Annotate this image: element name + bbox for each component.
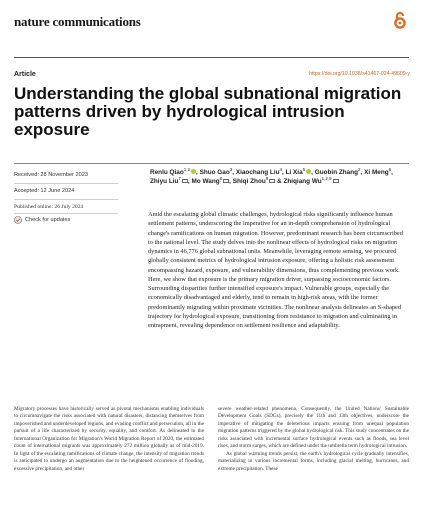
email-icon[interactable] xyxy=(223,179,229,183)
author-affiliation-sup: 3 xyxy=(229,166,233,172)
header-divider xyxy=(14,57,409,58)
body-text-right-column xyxy=(218,406,409,473)
email-icon[interactable] xyxy=(269,179,275,183)
open-access-lock-icon xyxy=(392,11,408,29)
journal-name: nature communications xyxy=(14,14,141,29)
received-date: Received: 28 November 2023 xyxy=(14,172,89,178)
author-affiliation-sup: 5 xyxy=(302,166,306,172)
author-name-text: Mo Wang xyxy=(191,178,220,186)
body-paragraph: severe weather-related phenomena. Consequently, the United Nations' Sustainable Development Goals (SDGs), precisely the 11th and 13th objectives, underscore the imperative of mitigating the deleterious impacts ensuing from unequal population migration patterns triggered by the global hydrological risk. This study concentrates on the risks associated with incremental surface hydrological events such as floods, sea level rises, and storm surges, which are defined under the umbrella term hydrological intrusion. xyxy=(218,406,409,450)
body-paragraph: As global warming trends persist, the earth's hydrological cycle gradually intensifies, materializing in various incremental forms, including glacial melting, hurricanes, and extreme precipitation. These xyxy=(218,450,409,472)
doi-link[interactable]: https://doi.org/10.1038/s41467-024-49609-y xyxy=(309,71,410,77)
author-name xyxy=(199,166,233,176)
author-name-text: Xiaochang Liu xyxy=(235,169,280,176)
meta-divider xyxy=(14,183,118,184)
meta-divider xyxy=(14,213,118,214)
author-affiliation-sup: 1,2,9 xyxy=(321,176,332,182)
check-for-updates-button[interactable] xyxy=(14,216,70,224)
author-affiliation-sup: 2 xyxy=(358,166,361,172)
author-affiliation-sup: 9 xyxy=(265,176,269,182)
accepted-date: Accepted: 12 June 2024 xyxy=(14,188,75,194)
author-name xyxy=(150,178,188,185)
author-affiliation-sup: 8 xyxy=(219,176,223,182)
author-name-text: Li Xia xyxy=(285,169,303,176)
author-affiliation-sup: 6 xyxy=(388,166,392,172)
author-name-text: Zhiqiang Wu xyxy=(283,178,322,186)
title-divider xyxy=(14,163,409,164)
author-name-text: Guobin Zhang xyxy=(314,169,359,176)
author-name xyxy=(364,166,392,176)
author-name xyxy=(191,178,229,185)
author-name-text: Shuo Gao xyxy=(199,169,230,176)
author-name xyxy=(285,166,312,176)
author-name xyxy=(235,166,283,176)
author-name-text: Zhiyu Liu xyxy=(150,178,179,186)
author-name-text: Shiqi Zhou xyxy=(232,178,266,186)
orcid-icon[interactable] xyxy=(191,169,196,174)
author-name xyxy=(314,166,361,176)
published-date: Published online: 26 July 2024 xyxy=(14,204,84,210)
meta-divider xyxy=(14,199,118,200)
author-name xyxy=(283,178,338,185)
check-for-updates-icon xyxy=(14,216,22,224)
author-name xyxy=(150,166,196,176)
abstract-text: Amid the escalating global climatic challenges, hydrological risks significantly influence human settlement patterns, underscoring the imperative for an in-depth comprehension of hydrological change's ramifications on human migration. However, predominant research has been circumscribed to the national level. The study delves into the nonlinear effects of hydrological risks on migration dynamics in 46,776 global subnational units. Meanwhile, leveraging remote sensing, we procured globally consistent metrics of hydrological intrusion exposure, offering a holistic risk assessment encompassing hazard, exposure, and vulnerability dimensions, thus complementing previous work. Here, we show that exposure is the primary migration driver, surpassing socioeconomic factors. Surrounding disparities further intensified exposure's impact. Vulnerable groups, especially the economically disadvantaged and elderly, tend to remain in high-risk areas, with the former predominantly migrating within proximate vicinities. The nonlinear analysis delineates an S-shaped trajectory for hydrological exposure, transitioning from resistance to migration and culminating in entrapment, revealing dependence on settlement resilience and adaptability. xyxy=(148,211,403,329)
author-name xyxy=(233,178,276,185)
author-list: Renlu Qiao$^{1,2}$ , Shuo Gao$^3$, Xiaochang Liu$^4$, Li Xia$^5$ , Guobin Zhang$^2$, Xi Meng$^6$, Zhiyu Liu$^7$ , Mo Wang$^8$ , Shiqi Zhou$^9$ & Zhiqiang Wu$^{1,2,9}$ xyxy=(150,166,393,186)
email-icon[interactable] xyxy=(182,179,188,183)
author-affiliation-sup: 4 xyxy=(279,166,283,172)
orcid-icon[interactable] xyxy=(306,169,311,174)
email-icon[interactable] xyxy=(333,179,339,183)
body-text-left-column: Migratory processes have historically served as pivotal mechanisms enabling individuals to circumnavigate the risks associated with natural disasters, distancing themselves from impoverished and underdeveloped regions, and evading conflict and persecution, all in the pursuit of a life characterized by security, equality, and comfort. As delineated in the International Organization for Migration's World Migration Report of 2020, the estimated count of international migrants was approximately 272 million globally as of mid-2019. In light of the escalating ramifications of climate change, the intensity of migration trends is anticipated to undergo an augmentation due to the heightened occurrence of flooding, excessive precipitation, and other xyxy=(14,406,204,472)
article-type-label: Article xyxy=(14,71,36,78)
author-affiliation-sup: 7 xyxy=(178,176,181,182)
article-title: Understanding the global subnational migration patterns driven by hydrological intrusion exposure xyxy=(14,84,402,139)
author-affiliation-sup: 1,2 xyxy=(183,166,190,172)
check-for-updates-label: Check for updates xyxy=(25,217,71,223)
author-name-text: Xi Meng xyxy=(364,169,389,176)
author-name-text: Renlu Qiao xyxy=(150,169,184,176)
